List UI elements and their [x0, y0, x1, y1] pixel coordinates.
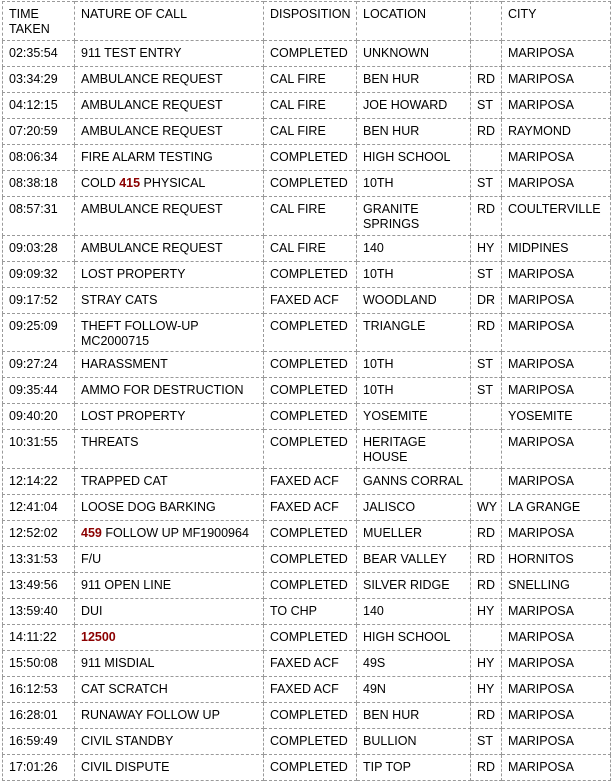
city-cell: MARIPOSA: [502, 314, 611, 352]
table-row: [2, 547, 611, 573]
nature-of-call-cell: CIVIL DISPUTE: [75, 755, 264, 781]
disposition-cell: CAL FIRE: [264, 93, 357, 119]
nature-of-call-cell: HARASSMENT: [75, 352, 264, 378]
location-cell: BULLION: [357, 729, 471, 755]
time-taken-cell: 12:14:22: [2, 469, 75, 495]
street-suffix-cell: HY: [471, 677, 502, 703]
disposition-cell: CAL FIRE: [264, 67, 357, 93]
street-suffix-cell: RD: [471, 755, 502, 781]
table-row: [2, 262, 611, 288]
table-row: [2, 651, 611, 677]
table-row: [2, 521, 611, 547]
nature-of-call-cell: 459 FOLLOW UP MF1900964: [75, 521, 264, 547]
city-cell: MARIPOSA: [502, 145, 611, 171]
time-taken-cell: 08:57:31: [2, 197, 75, 236]
table-row: [2, 599, 611, 625]
street-suffix-cell: RD: [471, 573, 502, 599]
street-suffix-cell: [471, 625, 502, 651]
disposition-cell: FAXED ACF: [264, 677, 357, 703]
street-suffix-cell: ST: [471, 262, 502, 288]
nature-of-call-cell: AMMO FOR DESTRUCTION: [75, 378, 264, 404]
location-cell: HERITAGE HOUSE: [357, 430, 471, 469]
location-cell: JALISCO: [357, 495, 471, 521]
time-taken-cell: 09:27:24: [2, 352, 75, 378]
street-suffix-cell: DR: [471, 288, 502, 314]
city-cell: MARIPOSA: [502, 599, 611, 625]
city-cell: MARIPOSA: [502, 703, 611, 729]
nature-of-call-cell: FIRE ALARM TESTING: [75, 145, 264, 171]
location-cell: MUELLER: [357, 521, 471, 547]
disposition-cell: COMPLETED: [264, 314, 357, 352]
header-street-suffix: [471, 1, 502, 41]
header-disposition: DISPOSITION: [264, 1, 357, 41]
disposition-cell: COMPLETED: [264, 547, 357, 573]
city-cell: MARIPOSA: [502, 469, 611, 495]
time-taken-cell: 03:34:29: [2, 67, 75, 93]
location-cell: UNKNOWN: [357, 41, 471, 67]
nature-of-call-cell: 911 OPEN LINE: [75, 573, 264, 599]
nature-of-call-cell: LOOSE DOG BARKING: [75, 495, 264, 521]
location-cell: BEN HUR: [357, 703, 471, 729]
city-cell: MARIPOSA: [502, 352, 611, 378]
header-city: CITY: [502, 1, 611, 41]
time-taken-cell: 07:20:59: [2, 119, 75, 145]
time-taken-cell: 16:12:53: [2, 677, 75, 703]
nature-of-call-cell: LOST PROPERTY: [75, 262, 264, 288]
nature-of-call-cell: AMBULANCE REQUEST: [75, 67, 264, 93]
nature-of-call-cell: COLD 415 PHYSICAL: [75, 171, 264, 197]
nature-of-call-cell: RUNAWAY FOLLOW UP: [75, 703, 264, 729]
time-taken-cell: 13:31:53: [2, 547, 75, 573]
table-row: [2, 41, 611, 67]
city-cell: MIDPINES: [502, 236, 611, 262]
city-cell: MARIPOSA: [502, 755, 611, 781]
time-taken-cell: 12:41:04: [2, 495, 75, 521]
street-suffix-cell: ST: [471, 378, 502, 404]
disposition-cell: CAL FIRE: [264, 119, 357, 145]
table-row: [2, 469, 611, 495]
city-cell: MARIPOSA: [502, 430, 611, 469]
table-row: [2, 677, 611, 703]
time-taken-cell: 12:52:02: [2, 521, 75, 547]
table-row: [2, 119, 611, 145]
location-cell: 10TH: [357, 352, 471, 378]
city-cell: MARIPOSA: [502, 677, 611, 703]
time-taken-cell: 16:59:49: [2, 729, 75, 755]
location-cell: BEAR VALLEY: [357, 547, 471, 573]
city-cell: SNELLING: [502, 573, 611, 599]
nature-of-call-cell: AMBULANCE REQUEST: [75, 236, 264, 262]
city-cell: MARIPOSA: [502, 729, 611, 755]
location-cell: HIGH SCHOOL: [357, 145, 471, 171]
time-taken-cell: 09:25:09: [2, 314, 75, 352]
street-suffix-cell: RD: [471, 547, 502, 573]
table-row: [2, 495, 611, 521]
location-cell: BEN HUR: [357, 67, 471, 93]
street-suffix-cell: HY: [471, 651, 502, 677]
penal-code: 12500: [81, 630, 116, 644]
city-cell: RAYMOND: [502, 119, 611, 145]
time-taken-cell: 15:50:08: [2, 651, 75, 677]
city-cell: YOSEMITE: [502, 404, 611, 430]
location-cell: 49N: [357, 677, 471, 703]
time-taken-cell: 17:01:26: [2, 755, 75, 781]
time-taken-cell: 09:35:44: [2, 378, 75, 404]
location-cell: YOSEMITE: [357, 404, 471, 430]
street-suffix-cell: WY: [471, 495, 502, 521]
disposition-cell: COMPLETED: [264, 171, 357, 197]
nature-of-call-cell: STRAY CATS: [75, 288, 264, 314]
city-cell: MARIPOSA: [502, 625, 611, 651]
disposition-cell: COMPLETED: [264, 625, 357, 651]
table-row: [2, 197, 611, 236]
city-cell: MARIPOSA: [502, 288, 611, 314]
city-cell: LA GRANGE: [502, 495, 611, 521]
nature-of-call-cell: CIVIL STANDBY: [75, 729, 264, 755]
table-row: [2, 755, 611, 781]
nature-of-call-cell: 911 TEST ENTRY: [75, 41, 264, 67]
street-suffix-cell: HY: [471, 599, 502, 625]
location-cell: TIP TOP: [357, 755, 471, 781]
disposition-cell: COMPLETED: [264, 703, 357, 729]
header-time-label: TIME TAKEN: [9, 7, 50, 36]
nature-of-call-cell: CAT SCRATCH: [75, 677, 264, 703]
table-row: [2, 288, 611, 314]
street-suffix-cell: RD: [471, 703, 502, 729]
disposition-cell: COMPLETED: [264, 145, 357, 171]
city-cell: MARIPOSA: [502, 521, 611, 547]
header-location: LOCATION: [357, 1, 471, 41]
location-cell: 140: [357, 236, 471, 262]
nature-of-call-cell: AMBULANCE REQUEST: [75, 119, 264, 145]
table-row: [2, 236, 611, 262]
street-suffix-cell: [471, 404, 502, 430]
time-taken-cell: 04:12:15: [2, 93, 75, 119]
city-cell: MARIPOSA: [502, 93, 611, 119]
nature-of-call-cell: AMBULANCE REQUEST: [75, 197, 264, 236]
time-taken-cell: 10:31:55: [2, 430, 75, 469]
table-row: [2, 573, 611, 599]
time-taken-cell: 08:38:18: [2, 171, 75, 197]
disposition-cell: FAXED ACF: [264, 495, 357, 521]
nature-of-call-cell: AMBULANCE REQUEST: [75, 93, 264, 119]
header-time-taken: [2, 1, 75, 41]
location-cell: HIGH SCHOOL: [357, 625, 471, 651]
time-taken-cell: 09:40:20: [2, 404, 75, 430]
table-row: [2, 378, 611, 404]
penal-code: 415: [119, 176, 141, 190]
street-suffix-cell: ST: [471, 352, 502, 378]
street-suffix-cell: ST: [471, 171, 502, 197]
location-cell: 10TH: [357, 171, 471, 197]
location-cell: 140: [357, 599, 471, 625]
city-cell: HORNITOS: [502, 547, 611, 573]
location-cell: 10TH: [357, 262, 471, 288]
table-row: [2, 93, 611, 119]
location-cell: 49S: [357, 651, 471, 677]
table-row: [2, 703, 611, 729]
table-row: [2, 404, 611, 430]
location-cell: 10TH: [357, 378, 471, 404]
street-suffix-cell: RD: [471, 314, 502, 352]
street-suffix-cell: HY: [471, 236, 502, 262]
nature-of-call-cell: LOST PROPERTY: [75, 404, 264, 430]
table-row: [2, 625, 611, 651]
nature-of-call-cell: 911 MISDIAL: [75, 651, 264, 677]
disposition-cell: COMPLETED: [264, 378, 357, 404]
location-cell: GRANITE SPRINGS: [357, 197, 471, 236]
street-suffix-cell: RD: [471, 119, 502, 145]
time-taken-cell: 02:35:54: [2, 41, 75, 67]
disposition-cell: CAL FIRE: [264, 236, 357, 262]
street-suffix-cell: [471, 469, 502, 495]
disposition-cell: COMPLETED: [264, 729, 357, 755]
street-suffix-cell: RD: [471, 521, 502, 547]
time-taken-cell: 09:17:52: [2, 288, 75, 314]
table-row: [2, 352, 611, 378]
disposition-cell: TO CHP: [264, 599, 357, 625]
disposition-cell: COMPLETED: [264, 41, 357, 67]
nature-of-call-cell: DUI: [75, 599, 264, 625]
city-cell: MARIPOSA: [502, 262, 611, 288]
disposition-cell: COMPLETED: [264, 262, 357, 288]
disposition-cell: COMPLETED: [264, 430, 357, 469]
location-cell: WOODLAND: [357, 288, 471, 314]
time-taken-cell: 16:28:01: [2, 703, 75, 729]
disposition-cell: CAL FIRE: [264, 197, 357, 236]
city-cell: MARIPOSA: [502, 67, 611, 93]
time-taken-cell: 13:49:56: [2, 573, 75, 599]
time-taken-cell: 09:09:32: [2, 262, 75, 288]
time-taken-cell: 14:11:22: [2, 625, 75, 651]
disposition-cell: COMPLETED: [264, 755, 357, 781]
location-cell: GANNS CORRAL: [357, 469, 471, 495]
nature-of-call-cell: THEFT FOLLOW-UP MC2000715: [75, 314, 264, 352]
street-suffix-cell: [471, 430, 502, 469]
header-nature-of-call: NATURE OF CALL: [75, 1, 264, 41]
penal-code: 459: [81, 526, 102, 540]
disposition-cell: FAXED ACF: [264, 651, 357, 677]
disposition-cell: COMPLETED: [264, 404, 357, 430]
city-cell: COULTERVILLE: [502, 197, 611, 236]
nature-of-call-cell: TRAPPED CAT: [75, 469, 264, 495]
table-row: [2, 171, 611, 197]
table-row: [2, 145, 611, 171]
call-log-body: [2, 1, 611, 781]
table-row: [2, 314, 611, 352]
nature-of-call-cell: THREATS: [75, 430, 264, 469]
nature-of-call-cell: F/U: [75, 547, 264, 573]
disposition-cell: FAXED ACF: [264, 288, 357, 314]
city-cell: MARIPOSA: [502, 171, 611, 197]
street-suffix-cell: RD: [471, 197, 502, 236]
street-suffix-cell: ST: [471, 729, 502, 755]
disposition-cell: COMPLETED: [264, 521, 357, 547]
street-suffix-cell: [471, 145, 502, 171]
location-cell: SILVER RIDGE: [357, 573, 471, 599]
street-suffix-cell: ST: [471, 93, 502, 119]
city-cell: MARIPOSA: [502, 651, 611, 677]
location-cell: BEN HUR: [357, 119, 471, 145]
call-log-table: [2, 1, 611, 781]
nature-of-call-cell: [75, 625, 264, 651]
street-suffix-cell: RD: [471, 67, 502, 93]
street-suffix-cell: [471, 41, 502, 67]
location-cell: JOE HOWARD: [357, 93, 471, 119]
city-cell: MARIPOSA: [502, 41, 611, 67]
header-row: [2, 1, 611, 41]
location-cell: TRIANGLE: [357, 314, 471, 352]
city-cell: MARIPOSA: [502, 378, 611, 404]
disposition-cell: COMPLETED: [264, 573, 357, 599]
table-row: [2, 729, 611, 755]
table-row: [2, 430, 611, 469]
disposition-cell: COMPLETED: [264, 352, 357, 378]
table-row: [2, 67, 611, 93]
disposition-cell: FAXED ACF: [264, 469, 357, 495]
time-taken-cell: 13:59:40: [2, 599, 75, 625]
time-taken-cell: 09:03:28: [2, 236, 75, 262]
time-taken-cell: 08:06:34: [2, 145, 75, 171]
